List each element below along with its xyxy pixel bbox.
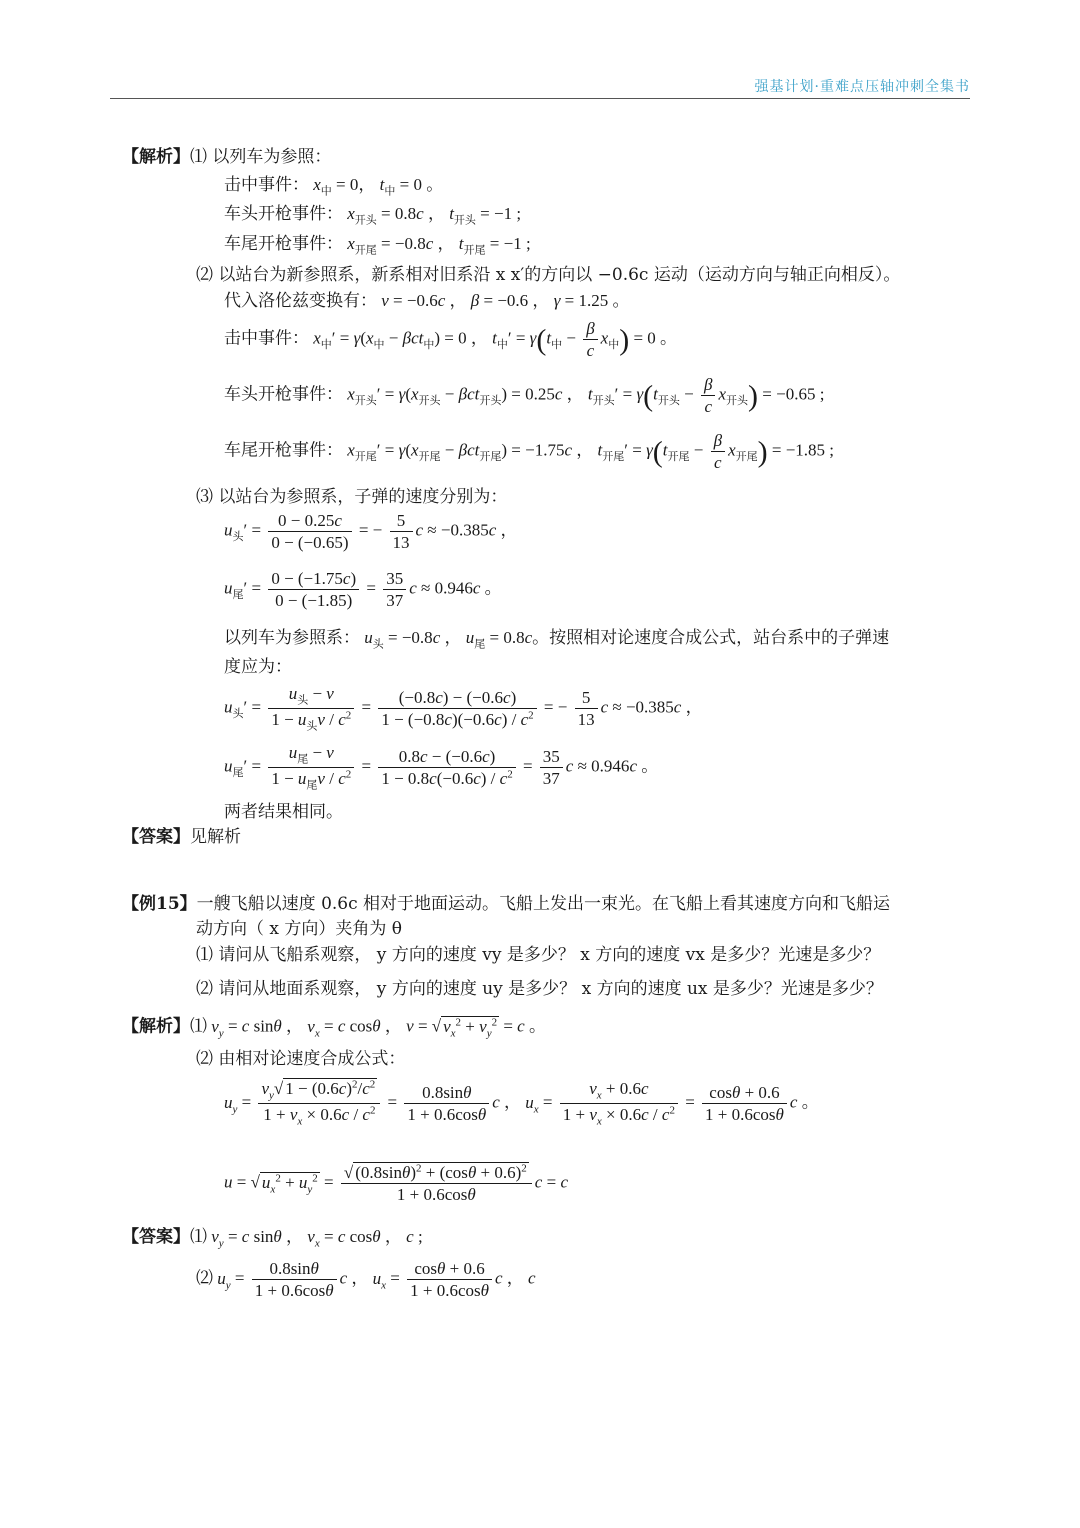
hit-event-train: 击中事件： $x_中 = 0$， $t_中 = 0$ 。 <box>224 175 444 198</box>
solution-14-part1: 【解析】⑴ 以列车为参照： <box>122 147 332 167</box>
tail-event-train: 车尾开枪事件： $x_{开尾} = -0.8c$ ， $t_{开尾} = -1$ ; <box>224 234 531 257</box>
u-head-composition: $u_头'$ = $\frac{u_头 - v}{1 - u_头v / c^2}$ = $\frac{(-0.8c) - (-0.6c)}{1 - (-0.8c)(-0.6c) / c^2}$ = − $\frac{5}{13}$ c ≈ −0.385c ， <box>224 684 703 733</box>
question-15-2: ⑵ 请问从地面系观察， y 方向的速度 uy 是多少？ x 方向的速度 ux 是多少？光速是多少？ <box>196 979 883 999</box>
solution-14-p1-text: 以列车为参照： <box>212 147 332 167</box>
uy-ux-composition: $u_y$ = $\frac{v_y√ 1 - (0.6c)^2/c^2}{1 + v_x \times 0.6c / c^2}$ = $\frac{0.8\sin\theta}{1 + 0.6\cos\theta}$ c ， $u_x$ = $\frac{v_x + 0.6c}{1 + v_x \times 0.6c / c^2}$ = $\frac{\cos\theta + 0.6}{1 + 0.6\cos\theta}$ c 。 <box>224 1078 819 1128</box>
solution-15-part1: 【解析】⑴ $v_y = c$ sinθ ， $v_x = c$ cosθ ， v = √ $v_x^2 + v_y^2 = c$ 。 <box>122 1016 546 1040</box>
head-event-platform: 车头开枪事件： $x_{开头}' = \gamma(x_{开头} - \beta ct_{开头}) = 0.25c$ ， $t_{开头}' = \gamma(t_{开头}$ − $\frac{\beta}{c}$ $x_{开头}) = -0.65$ ; <box>224 375 825 417</box>
hit-event-platform: 击中事件： $x_中' = \gamma(x_中 - \beta ct_中) = 0$ ， $t_中' = \gamma(t_中$ − $\frac{\beta}{c}$ $x_中) = 0$ 。 <box>224 319 678 361</box>
answer-label: 【答案】 <box>122 827 190 847</box>
example-15-line1: 【例15】一艘飞船以速度 0.6c 相对于地面运动。飞船上发出一束光。在飞船上看其速度方向和飞船运 <box>122 894 891 914</box>
u-head-platform: $u_头'$ = $\frac{0 - 0.25c}{0 - (-0.65)}$ = − $\frac{5}{13}$ c ≈ −0.385c ， <box>224 511 518 553</box>
u-total: u = √ $u_x^2 + u_y^2$ = $\frac{√ (0.8\sin\theta)^2 + (\cos\theta + 0.6)^2}{1 + 0.6\cos\theta}$ c = c <box>224 1162 568 1205</box>
tail-event-platform: 车尾开枪事件： $x_{开尾}' = \gamma(x_{开尾} - \beta ct_{开尾}) = -1.75c$ ， $t_{开尾}' = \gamma(t_{开尾}$ − $\frac{\beta}{c}$ $x_{开尾}) = -1.85$ ; <box>224 431 835 473</box>
solution-label: 【解析】 <box>122 1016 190 1037</box>
solution-14-part3: ⑶ 以站台为参照系，子弹的速度分别为： <box>196 487 508 507</box>
solution-label: 【解析】 <box>122 147 190 167</box>
same-result: 两者结果相同。 <box>224 802 343 822</box>
head-event-train: 车头开枪事件： $x_{开头} = 0.8c$ ， $t_{开头} = -1$ ; <box>224 204 522 227</box>
u-tail-platform: $u_尾'$ = $\frac{0 - (-1.75c)}{0 - (-1.85)}$ = $\frac{35}{37}$ c ≈ 0.946c 。 <box>224 569 502 611</box>
answer-15-part1: 【答案】⑴ $v_y = c$ sinθ ， $v_x = c$ cosθ ， c ; <box>122 1227 423 1250</box>
header-title: 强基计划·重难点压轴冲刺全集书 <box>754 79 970 95</box>
page-header <box>110 70 970 99</box>
question-15-1: ⑴ 请问从飞船系观察， y 方向的速度 vy 是多少？ x 方向的速度 vx 是多少？光速是多少？ <box>196 945 881 965</box>
example-label: 【例15】 <box>122 894 197 914</box>
solution-14-part2: ⑵ 以站台为新参照系，新系相对旧系沿 x x′的方向以 −0.6c 运动（运动方向与轴正向相反）。 <box>196 265 901 285</box>
answer-15-part2: ⑵ $u_y$ = $\frac{0.8\sin\theta}{1 + 0.6\cos\theta}$ c ， $u_x$ = $\frac{\cos\theta + 0.6}{1 + 0.6\cos\theta}$ c ， c <box>196 1259 536 1301</box>
train-frame-line: 以列车为参照系： $u_头 = -0.8c$ ， $u_尾 = 0.8c$。按照相对论速度合成公式，站台系中的子弹速 <box>224 628 890 651</box>
solution-15-part2: ⑵ 由相对论速度合成公式： <box>196 1049 406 1069</box>
train-frame-line2: 度应为： <box>224 657 292 677</box>
answer-14: 【答案】见解析 <box>122 827 241 847</box>
lorentz-params: 代入洛伦兹变换有： v = −0.6c ， β = −0.6 ， γ = 1.25 。 <box>224 291 630 310</box>
answer-label: 【答案】 <box>122 1227 190 1247</box>
u-tail-composition: $u_尾'$ = $\frac{u_尾 - v}{1 - u_尾v / c^2}$ = $\frac{0.8c - (-0.6c)}{1 - 0.8c(-0.6c) / c^2}$ = $\frac{35}{37}$ c ≈ 0.946c 。 <box>224 743 659 792</box>
example-15-line2: 动方向（ x 方向）夹角为 θ <box>196 919 403 939</box>
